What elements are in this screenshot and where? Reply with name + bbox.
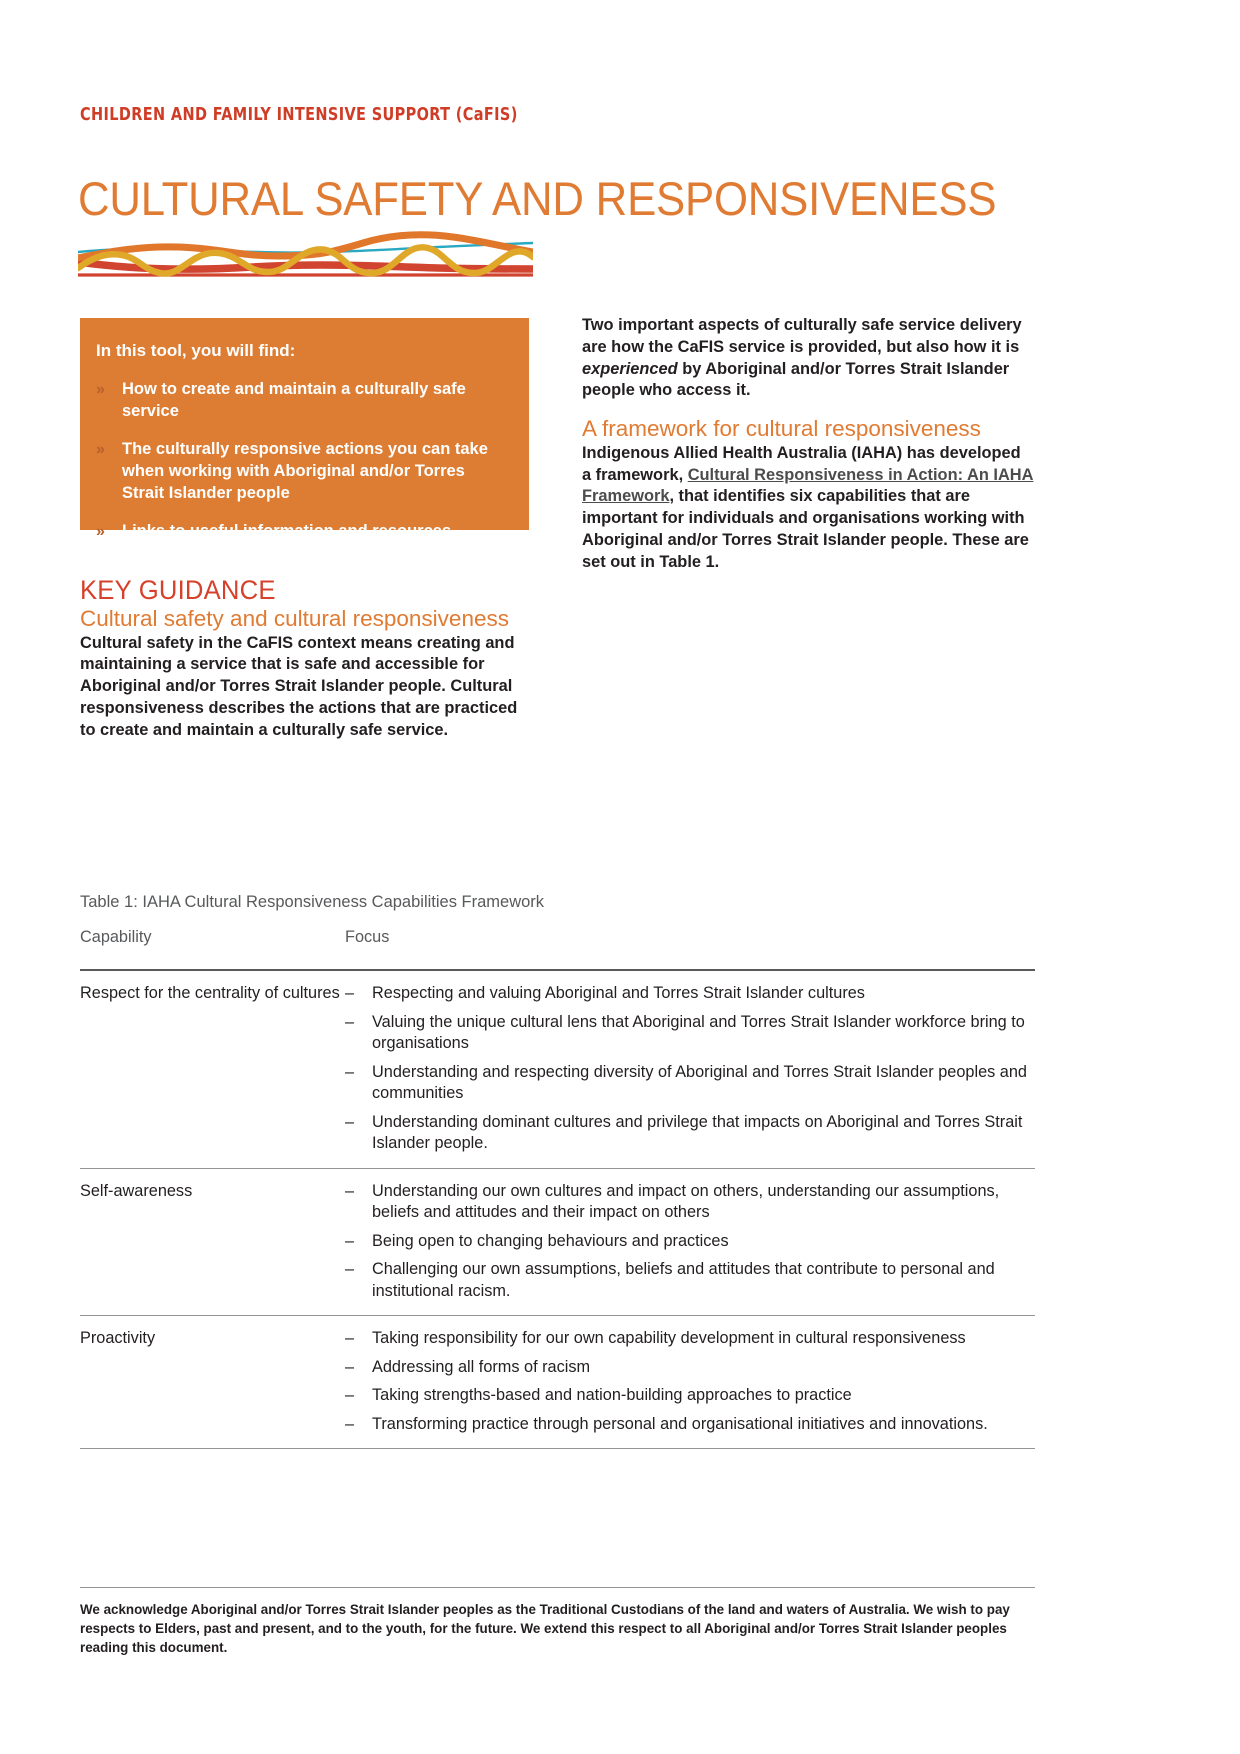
dash-icon: – [345,1386,355,1404]
chevron-double-right-icon: » [96,522,105,540]
dash-icon: – [345,1112,355,1131]
callout-item-text: Links to useful information and resources. [122,521,456,540]
list-item [96,439,503,505]
focus-item-text: Understanding and respecting diversity of Aboriginal and Torres Strait Islander peoples and communities [372,1062,1027,1102]
decorative-wave-graphic [78,222,533,278]
cultural-safety-subheading: Cultural safety and cultural responsiveness [80,606,509,631]
capability-name: Respect for the centrality of cultures [80,984,340,1002]
list-item [345,1259,1035,1302]
column-header-focus: Focus [345,928,390,946]
callout-lead: In this tool, you will find: [96,341,296,360]
in-this-tool-callout [80,318,529,540]
page-title: CULTURAL SAFETY AND RESPONSIVENESS [78,172,997,226]
framework-heading: A framework for cultural responsiveness [582,416,981,442]
table-caption: Table 1: IAHA Cultural Responsiveness Capabilities Framework [80,893,545,911]
list-item [345,1012,1035,1055]
list-item [96,521,503,543]
list-item [96,379,503,423]
intro-emphasis: experienced [582,359,678,378]
spacer [582,402,1034,416]
callout-item-text: How to create and maintain a culturally safe service [122,380,466,421]
column-header-capability: Capability [80,928,152,946]
dash-icon: – [345,1062,355,1081]
chevron-double-right-icon: » [96,381,105,399]
iaha-framework-link[interactable]: Cultural Responsiveness in Action: An IAHA Framework [582,465,1034,506]
capabilities-table [80,928,1035,1449]
dash-icon: – [345,1231,355,1250]
focus-item-text: Being open to changing behaviours and practices [372,1231,729,1250]
list-item [345,1414,1035,1436]
dash-icon: – [345,1414,355,1433]
focus-item-text: Challenging our own assumptions, beliefs and attitudes that contribute to personal and institutional racism. [372,1260,995,1300]
callout-item-text: The culturally responsive actions you can take when working with Aboriginal and/or Torres Strait Islander people [122,440,488,502]
dash-icon: – [345,1357,355,1376]
footer-divider [80,1587,1035,1588]
focus-list [345,1181,1035,1303]
callout-list [96,379,503,543]
focus-item-text: Understanding our own cultures and impact on others, understanding our assumptions, beliefs and attitudes and their impact on others [372,1181,1000,1221]
table-row [80,1168,1035,1316]
intro-text-part2: by Aboriginal and/or Torres Strait Islander people who access it. [582,359,1010,400]
capability-name: Self-awareness [80,1181,193,1200]
list-item [345,1385,1035,1407]
focus-cell [345,970,1035,1168]
intro-paragraph [582,315,1034,402]
cultural-safety-paragraph: Cultural safety in the CaFIS context means creating and maintaining a service that is safe and accessible for Aboriginal and/or Torres Strait Islander people. Cultural responsiveness describes the actions that are practiced to create and maintain a culturally safe service. [80,633,518,739]
table-row [80,970,1035,1168]
list-item [345,983,1035,1005]
document-eyebrow: CHILDREN AND FAMILY INTENSIVE SUPPORT (CaFIS) [80,105,518,125]
focus-cell [345,1168,1035,1316]
focus-item-text: Respecting and valuing Aboriginal and Torres Strait Islander cultures [372,984,865,1002]
focus-item-text: Valuing the unique cultural lens that Aboriginal and Torres Strait Islander workforce bring to organisations [372,1012,1025,1052]
dash-icon: – [345,1329,355,1347]
focus-item-text: Transforming practice through personal and organisational initiatives and innovations. [372,1414,988,1433]
capability-name: Proactivity [80,1329,156,1347]
list-item [345,1231,1035,1253]
list-item [345,1112,1035,1155]
dash-icon: – [345,1260,355,1278]
focus-item-text: Taking strengths-based and nation-building approaches to practice [372,1386,852,1404]
focus-item-text: Taking responsibility for our own capability development in cultural responsiveness [372,1329,966,1347]
focus-item-text: Understanding dominant cultures and privilege that impacts on Aboriginal and Torres Strait Islander people. [372,1112,1023,1152]
dash-icon: – [345,1012,355,1031]
framework-text-part1: Indigenous Allied Health Australia (IAHA) has developed a framework, [582,443,1021,484]
intro-text-part1: Two important aspects of culturally safe service delivery are how the CaFIS service is provided, but also how it is [582,316,1022,356]
focus-list [345,1328,1035,1435]
focus-cell [345,1316,1035,1449]
dash-icon: – [345,984,355,1002]
table-row [80,1316,1035,1449]
list-item [345,1328,1035,1350]
list-item [345,1181,1035,1224]
dash-icon: – [345,1181,355,1200]
focus-list [345,983,1035,1155]
right-column [582,315,1034,574]
framework-text-part2: , that identifies six capabilities that are important for individuals and organisations working with Aboriginal and/or Torres Strait Islander people. These are set out in Table 1. [582,487,1029,571]
left-column [80,606,532,742]
acknowledgement-of-country: We acknowledge Aboriginal and/or Torres Strait Islander peoples as the Traditional Custodians of the land and waters of Australia. We wish to pay respects to Elders, past and present, and to the youth, for the future. We extend this respect to all Aboriginal and/or Torres Strait Islander peoples reading this document. [80,1602,1010,1656]
framework-paragraph [582,443,1034,574]
chevron-double-right-icon: » [96,441,105,459]
list-item [345,1062,1035,1105]
list-item [345,1357,1035,1379]
focus-item-text: Addressing all forms of racism [372,1357,591,1376]
key-guidance-heading: KEY GUIDANCE [80,575,276,606]
table-header-row [80,928,1035,970]
